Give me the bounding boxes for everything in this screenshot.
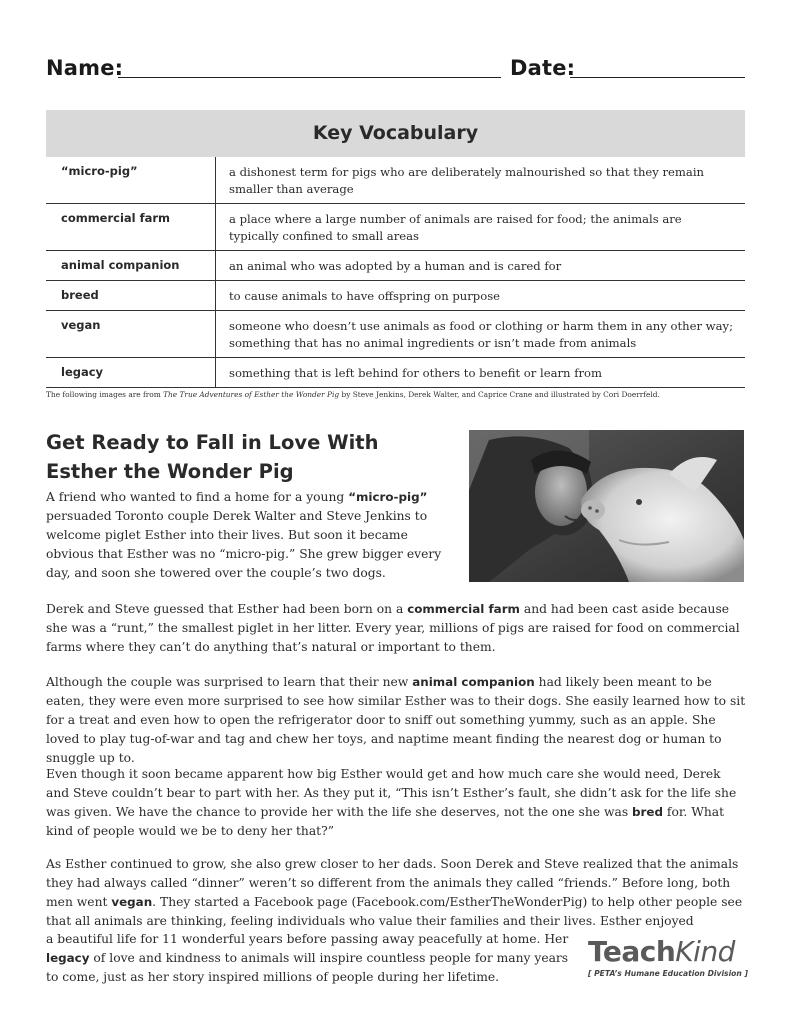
paragraph-4: Even though it soon became apparent how big Esther would get and how much care she would need, Derek and Steve couldn’t bear to part with her. As they put it, “This isn’t Esther’s fault, she didn’t ask for the life she was given. We have the chance to provide her with the life she deserves, not the one she was bred for. What kind of people would we be to deny her that?”: [46, 767, 737, 838]
vocab-term: breed: [46, 281, 216, 311]
logo-teach: Teach: [588, 935, 676, 968]
vocab-row: [46, 251, 745, 281]
vocab-term: vegan: [46, 311, 216, 358]
vocab-term: legacy: [46, 358, 216, 388]
vocab-row: [46, 157, 745, 204]
term-micro-pig: “micro-pig”: [348, 490, 428, 504]
vocab-definition: a dishonest term for pigs who are deliberately malnourished so that they remain smaller than average: [216, 157, 746, 204]
logo-subtitle: [ PETA’s Humane Education Division ]: [588, 969, 748, 978]
name-date-row: [46, 56, 746, 84]
vocab-definition: a place where a large number of animals are raised for food; the animals are typically confined to small areas: [216, 204, 746, 251]
term-commercial-farm: commercial farm: [407, 602, 520, 616]
article-title: Get Ready to Fall in Love With Esther the Wonder Pig: [46, 431, 379, 483]
paragraph-2: Derek and Steve guessed that Esther had been born on a commercial farm and had been cast aside because she was a “runt,” the smallest piglet in her litter. Every year, millions of pigs are raised for food on commercial farms where they can’t do anything that’s natural or important to them.: [46, 602, 740, 654]
vocab-definition: to cause animals to have offspring on purpose: [216, 281, 746, 311]
date-label: Date:: [510, 56, 576, 80]
vocab-row: [46, 281, 745, 311]
vocab-definition: an animal who was adopted by a human and is cared for: [216, 251, 746, 281]
term-bred: bred: [632, 805, 663, 819]
term-legacy: legacy: [46, 951, 90, 965]
vocab-table: [46, 157, 745, 388]
credit-prefix: The following images are from: [46, 390, 164, 399]
term-vegan: vegan: [111, 895, 153, 909]
name-field-line[interactable]: [118, 77, 501, 78]
vocab-row: [46, 358, 745, 388]
date-field-line[interactable]: [570, 77, 745, 78]
paragraph-5-cont: a beautiful life for 11 wonderful years before passing away peacefully at home. Her legacy of love and kindness to animals will inspire countless people for many years to come, just as her story inspired millions of people during her lifetime.: [46, 932, 569, 984]
paragraph-1: A friend who wanted to find a home for a young “micro-pig” persuaded Toronto couple Derek Walter and Steve Jenkins to welcome piglet Esther into their lives. But soon it became obvious that Esther was no “micro-pig.” She grew bigger every day, and soon she towered over the couple’s two dogs.: [46, 490, 442, 580]
vocab-row: [46, 204, 745, 251]
vocab-title: Key Vocabulary: [46, 110, 745, 157]
logo-kind: Kind: [675, 935, 735, 968]
vocab-definition: someone who doesn’t use animals as food or clothing or harm them in any other way; something that has no animal ingredients or isn’t made from animals: [216, 311, 746, 358]
credit-book-title: The True Adventures of Esther the Wonder Pig: [163, 390, 340, 399]
esther-photo: [469, 430, 744, 582]
term-animal-companion: animal companion: [412, 675, 535, 689]
image-credit: [46, 390, 660, 399]
name-label: Name:: [46, 56, 124, 80]
teachkind-logo: [588, 936, 748, 984]
vocab-term: “micro-pig”: [46, 157, 216, 204]
vocab-term: commercial farm: [46, 204, 216, 251]
credit-suffix: by Steve Jenkins, Derek Walter, and Caprice Crane and illustrated by Cori Doerrfeld.: [339, 390, 660, 399]
paragraph-5: As Esther continued to grow, she also grew closer to her dads. Soon Derek and Steve realized that the animals they had always called “dinner” weren’t so different from the animals they called “friends.” Before long, both men went vegan. They started a Facebook page (Facebook.com/EstherTheWonderPig) to help other people see that all animals are thinking, feeling individuals who value their families and their lives. Esther enjoyed: [46, 857, 743, 928]
vocab-definition: something that is left behind for others to benefit or learn from: [216, 358, 746, 388]
vocab-term: animal companion: [46, 251, 216, 281]
vocab-row: [46, 311, 745, 358]
paragraph-3: Although the couple was surprised to learn that their new animal companion had likely been meant to be eaten, they were even more surprised to see how similar Esther was to their dogs. She easily learned how to sit for a treat and even how to open the refrigerator door to sniff out something yummy, such as an apple. She loved to play tug-of-war and tag and chew her toys, and naptime meant finding the nearest dog or human to snuggle up to.: [46, 675, 746, 765]
